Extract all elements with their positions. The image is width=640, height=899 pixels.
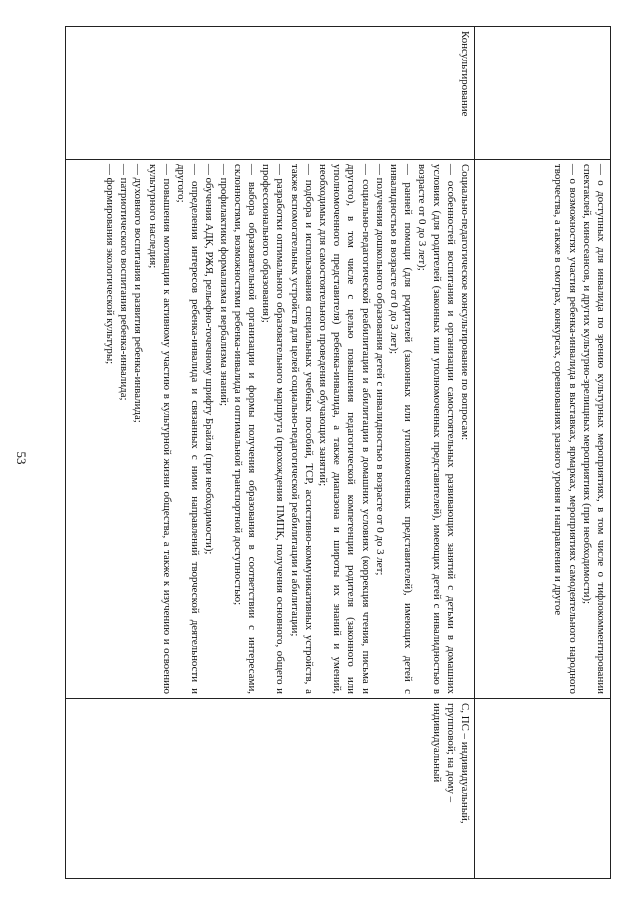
list-item: — определения интересов ребенка-инвалида и связанных с ними направлений творческой деятельности и другого; [174, 164, 202, 694]
content-list [103, 164, 458, 694]
service-name-cell: Консультирование [66, 27, 475, 160]
list-item: — особенностей воспитания и организации самостоятельных развивающих занятий с детьми в домашних условиях (для родителей (законных или уполномоченных представителей), имеющих детей с инвалидностью в возрасте от 0 до 3 лет); [416, 164, 457, 694]
list-item: — формирования экологической культуры; [103, 164, 116, 365]
list-item: — о возможностях участия ребенка-инвалида в выставках, ярмарках, мероприятиях самодеятельного народного творчества, а также в смотрах, конкурсах, соревнованиях разного уровня и направления и другое [552, 164, 579, 694]
list-item: — о доступных для инвалида по зрению культурных мероприятиях, в том числе о тифлокомментировании спектаклей, киносеансов, и других культурно-зрелищных мероприятиях (при необходимости); [580, 164, 607, 694]
table-row [66, 27, 475, 879]
services-table [65, 26, 611, 879]
list-item: — патриотического воспитания ребенка-инвалида; [118, 164, 131, 401]
list-item: — разработки оптимального образовательного маршрута (прохождения ПМПК, получения основного, общего и профессионального образования); [260, 164, 287, 694]
rotated-table-wrapper [65, 26, 611, 878]
frequency-cell [475, 699, 611, 879]
list-item: — ранней помощи (для родителей (законных или уполномоченных представителей), имеющих детей с инвалидностью в возрасте от 0 до 3 лет); [387, 164, 415, 694]
service-name-cell [475, 27, 611, 160]
page-number: 53 [14, 451, 29, 465]
list-item: — профилактики формализма и вербализма знаний; [217, 164, 230, 407]
content-heading: Социально-педагогическое консультирование по вопросам: [459, 164, 471, 441]
service-content-cell [475, 160, 611, 699]
frequency-cell: С, ПС – индивидуальный, групповой; на дому – индивидуальный [66, 699, 475, 879]
list-item: — повышения мотивации к активному участию в культурной жизни общества, а также к изучению и освоению культурного наследия; [146, 164, 173, 694]
content-list [551, 164, 608, 694]
list-item: — обучения АДК, РЖЯ, рельефно-точечному шрифту Брайля (при необходимости); [203, 164, 216, 555]
list-item: — подбора и использования специальных учебных пособий, ТСР, ассистивно-коммуникативных устройств, а также вспомогательных устройств для целей социально-педагогической реабилитации и абилитации; [288, 164, 315, 694]
list-item: — духовного воспитания и развития ребенка-инвалида; [132, 164, 145, 423]
list-item: — получения дошкольного образования детей с инвалидностью в возрасте от 0 до 3 лет; [373, 164, 386, 576]
table-row [475, 27, 611, 879]
list-item: — выбора образовательной организации и формы получения образования в соответствии с интересами, склонностями, возможностями ребенка-инвалида и оптимальной транспортной доступностью; [231, 164, 258, 694]
service-content-cell [66, 160, 475, 699]
list-item: — социально-педагогической реабилитации и абилитации в домашних условиях (коррекция чтения, письма и другого), в том числе с целью повышения педагогической компетенции родителя (законного или уполномоченного представителя) ребенка-инвалида, а также диапазона и широты их знаний и умений, необходимых для самостоятельного проведения обучающих занятий; [316, 164, 372, 694]
